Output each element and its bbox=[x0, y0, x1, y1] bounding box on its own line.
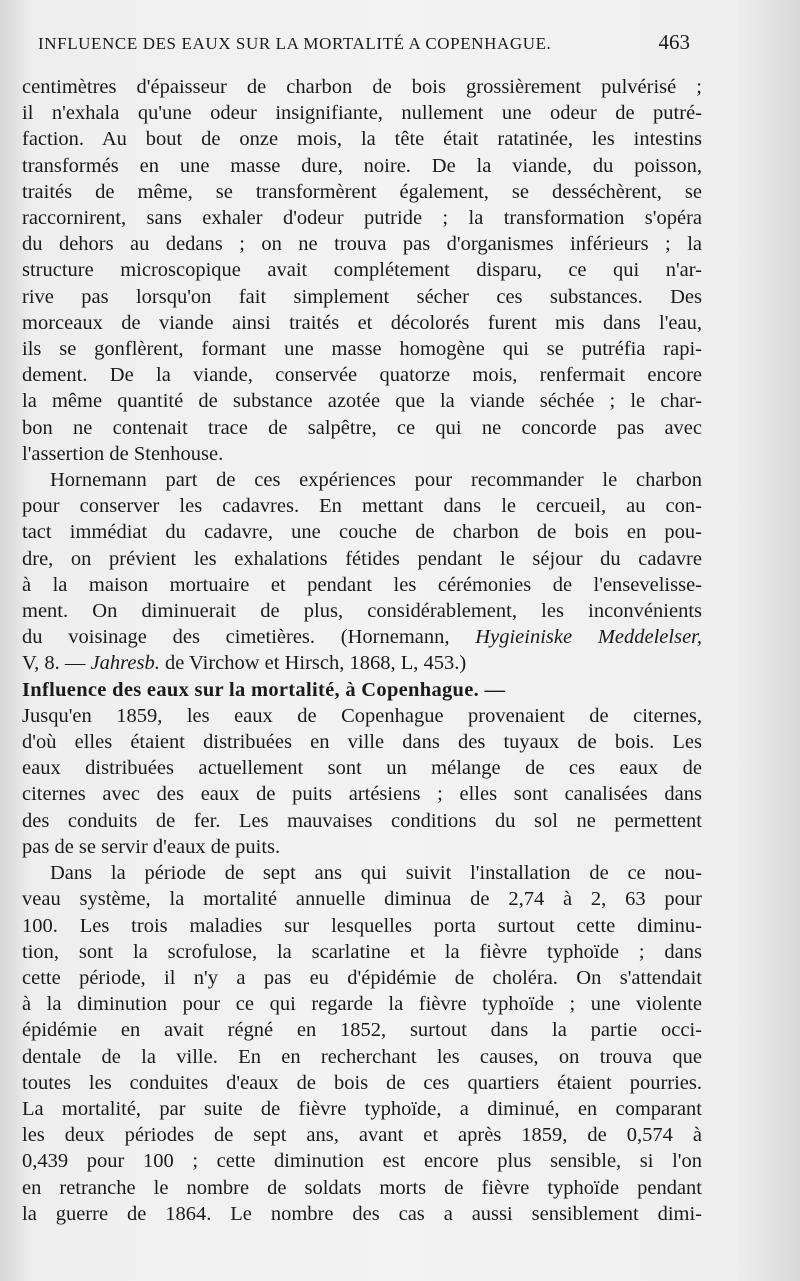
text-line: 100. Les trois maladies sur lesquelles porta surtout cette diminu- bbox=[22, 914, 702, 937]
text-line: la guerre de 1864. Le nombre des cas a aussi sensiblement dimi- bbox=[22, 1202, 702, 1225]
citation-text: du voisinage des cimetières. (Hornemann, bbox=[22, 626, 476, 649]
text-line: à la diminution pour ce qui regarde la fièvre typhoïde ; une violente bbox=[22, 993, 702, 1016]
text-line: faction. Au bout de onze mois, la tête était ratatinée, les intestins bbox=[22, 128, 702, 151]
text-line: l'assertion de Stenhouse. bbox=[22, 442, 224, 465]
text-line: d'où elles étaient distribuées en ville dans des tuyaux de bois. Les bbox=[22, 731, 702, 754]
section-heading: Influence des eaux sur la mortalité, à Copenhague. — bbox=[22, 678, 506, 701]
paragraph-hornemann bbox=[22, 467, 702, 677]
running-title: INFLUENCE DES EAUX SUR LA MORTALITÉ A COPENHAGUE. bbox=[38, 34, 552, 53]
citation-jahresb: Jahresb. bbox=[90, 652, 160, 675]
text-line: structure microscopique avait complétement disparu, ce qui n'ar- bbox=[22, 259, 702, 282]
text-line: Jusqu'en 1859, les eaux de Copenhague provenaient de citernes, bbox=[22, 704, 702, 727]
paragraph-charcoal-experiment bbox=[22, 74, 702, 467]
paragraph-mortality bbox=[22, 860, 702, 1227]
text-line: morceaux de viande ainsi traités et décolorés furent mis dans l'eau, bbox=[22, 311, 702, 334]
citation-line bbox=[22, 650, 702, 676]
text-line: tact immédiat du cadavre, une couche de charbon de bois en pou- bbox=[22, 521, 702, 544]
text-line: Dans la période de sept ans qui suivit l'installation de ce nou- bbox=[50, 862, 702, 885]
text-line: en retranche le nombre de soldats morts de fièvre typhoïde pendant bbox=[22, 1176, 702, 1199]
text-line: eaux distribuées actuellement sont un mélange de ces eaux de bbox=[22, 757, 702, 780]
text-line: tion, sont la scrofulose, la scarlatine et la fièvre typhoïde ; dans bbox=[22, 940, 702, 963]
text-line: toutes les conduites d'eaux de bois de ces quartiers étaient pourries. bbox=[22, 1071, 702, 1094]
text-line: épidémie en avait régné en 1852, surtout dans la partie occi- bbox=[22, 1019, 702, 1042]
text-line: pour conserver les cadavres. En mettant dans le cercueil, au con- bbox=[22, 495, 702, 518]
section-copenhague bbox=[22, 677, 702, 860]
text-line: il n'exhala qu'une odeur insignifiante, nullement une odeur de putré- bbox=[22, 102, 702, 125]
text-line: 0,439 pour 100 ; cette diminution est encore plus sensible, si l'on bbox=[22, 1150, 702, 1173]
citation-reference: de Virchow et Hirsch, 1868, L, 453.) bbox=[159, 652, 467, 675]
page-number: 463 bbox=[658, 30, 690, 54]
text-line: ils se gonflèrent, formant une masse homogène qui se putréfia rapi- bbox=[22, 338, 702, 361]
page-body bbox=[22, 74, 702, 1227]
text-line: transformés en une masse dure, noire. De la viande, du poisson, bbox=[22, 154, 702, 177]
text-line: à la maison mortuaire et pendant les cérémonies de l'ensevelisse- bbox=[22, 573, 702, 596]
text-line: ment. On diminuerait de plus, considérablement, les inconvénients bbox=[22, 600, 702, 623]
text-line: La mortalité, par suite de fièvre typhoïde, a diminué, en comparant bbox=[22, 1097, 702, 1120]
text-line: la même quantité de substance azotée que la viande séchée ; le char- bbox=[22, 390, 702, 413]
text-line: veau système, la mortalité annuelle diminua de 2,74 à 2, 63 pour bbox=[22, 888, 702, 911]
text-line: centimètres d'épaisseur de charbon de bois grossièrement pulvérisé ; bbox=[22, 76, 702, 98]
text-line: citernes avec des eaux de puits artésiens ; elles sont canalisées dans bbox=[22, 783, 702, 806]
text-line: dentale de la ville. En en recherchant les causes, on trouva que bbox=[22, 1045, 702, 1068]
text-line: cette période, il n'y a pas eu d'épidémie de choléra. On s'attendait bbox=[22, 966, 702, 989]
citation-volume: V, 8. — bbox=[22, 652, 91, 675]
citation-journal: Hygieiniske Meddelelser, bbox=[475, 626, 702, 649]
text-line: Hornemann part de ces expériences pour recommander le charbon bbox=[50, 469, 702, 492]
text-line: du dehors au dedans ; on ne trouva pas d'organismes inférieurs ; la bbox=[22, 233, 702, 256]
citation-line bbox=[22, 624, 702, 650]
text-line: traités de même, se transformèrent également, se desséchèrent, se bbox=[22, 180, 702, 203]
text-line: pas de se servir d'eaux de puits. bbox=[22, 835, 281, 858]
text-line: rive pas lorsqu'on fait simplement sécher ces substances. Des bbox=[22, 285, 702, 308]
text-line: les deux périodes de sept ans, avant et après 1859, de 0,574 à bbox=[22, 1124, 702, 1147]
text-line: dement. De la viande, conservée quatorze mois, renfermait encore bbox=[22, 364, 702, 387]
text-line: bon ne contenait trace de salpêtre, ce qui ne concorde pas avec bbox=[22, 416, 702, 439]
text-line: des conduits de fer. Les mauvaises conditions du sol ne permettent bbox=[22, 809, 702, 832]
text-line: dre, on prévient les exhalations fétides pendant le séjour du cadavre bbox=[22, 547, 702, 570]
text-line: raccornirent, sans exhaler d'odeur putride ; la transformation s'opéra bbox=[22, 207, 702, 230]
